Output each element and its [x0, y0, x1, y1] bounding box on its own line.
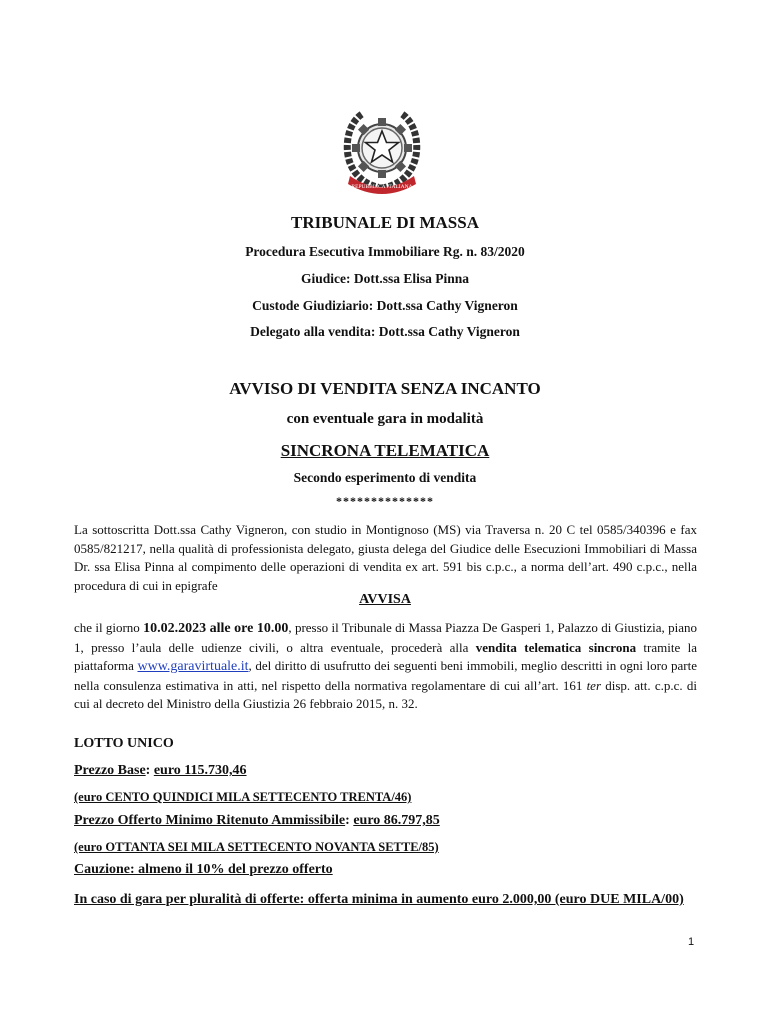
body-paragraph: [74, 619, 697, 714]
italian-republic-emblem-icon: [338, 104, 426, 196]
body-text-5: disp. att. c.p.c. di cui al decreto del Ministro della Giustizia 26 febbraio 2015, n. 32.: [74, 677, 697, 711]
ter-italic: ter: [586, 677, 602, 693]
body-text-4: , del diritto di usufrutto dei seguenti beni immobili, meglio descritti in ogni loro parte nella consulenza estimativa in atti, nel rispetto della normativa regolamentare di cui all’art. 161: [74, 658, 697, 693]
body-text-3: tramite la piattaforma: [74, 639, 697, 673]
auction-increment: In caso di gara per pluralità di offerte: offerta minima in aumento euro 2.000,00 (euro DUE MILA/00): [74, 892, 684, 907]
notice-title: AVVISO DI VENDITA SENZA INCANTO: [229, 379, 541, 398]
base-price-label: Prezzo Base: [74, 763, 146, 778]
court-name: TRIBUNALE DI MASSA: [291, 213, 479, 232]
auction-date: 10.02.2023 alle ore 10.00: [143, 621, 289, 636]
minimum-offer-words: (euro OTTANTA SEI MILA SETTECENTO NOVANTA SETTE/85): [74, 840, 439, 854]
minimum-offer-label: Prezzo Offerto Minimo Ritenuto Ammissibile: [74, 813, 346, 828]
custodian-name: Custode Giudiziario: Dott.ssa Cathy Vigneron: [252, 298, 518, 313]
procedure-number: Procedura Esecutiva Immobiliare Rg. n. 83/2020: [245, 244, 525, 259]
emblem-ribbon-text: REPUBBLICA ITALIANA: [351, 184, 413, 190]
notice-attempt: Secondo esperimento di vendita: [293, 470, 477, 485]
body-text-2: , presso il Tribunale di Massa Piazza De Gasperi 1, Palazzo di Giustizia, piano 1, presso l’aula delle udienze civili, o altra eventuale, procederà alla: [74, 620, 697, 655]
minimum-offer-value: euro 86.797,85: [353, 813, 440, 828]
base-price-value: euro 115.730,46: [153, 763, 247, 778]
base-price-words: (euro CENTO QUINDICI MILA SETTECENTO TRENTA/46): [74, 790, 412, 804]
separator: **************: [336, 494, 434, 508]
platform-link[interactable]: www.garavirtuale.it: [137, 659, 249, 674]
intro-paragraph: La sottoscritta Dott.ssa Cathy Vigneron, con studio in Montignoso (MS) via Traversa n. 20 C tel 0585/340396 e fax 0585/821217, nella qualità di professionista delegato, giusta delega del Giudice delle Esecuzioni Immobiliari di Massa Dr. ssa Elisa Pinna al compimento delle operazioni di vendita ex art. 591 bis c.p.c., a norma dell’art. 490 c.p.c., nella procedura di cui in epigrafe: [74, 522, 697, 593]
lot-title: LOTTO UNICO: [74, 736, 174, 751]
page-number: 1: [688, 936, 695, 948]
notice-mode: SINCRONA TELEMATICA: [280, 441, 490, 460]
sale-mode: vendita telematica sincrona: [475, 639, 637, 655]
deposit-requirement: Cauzione: almeno il 10% del prezzo offerto: [74, 862, 333, 877]
body-text-1: che il giorno: [74, 620, 144, 635]
delegate-name: Delegato alla vendita: Dott.ssa Cathy Vigneron: [250, 324, 520, 339]
avvisa-heading: AVVISA: [359, 592, 411, 607]
minimum-offer: Prezzo Offerto Minimo Ritenuto Ammissibile: euro 86.797,85: [74, 813, 440, 828]
judge-name: Giudice: Dott.ssa Elisa Pinna: [300, 271, 470, 286]
notice-subtitle: con eventuale gara in modalità: [286, 411, 484, 427]
base-price: Prezzo Base: euro 115.730,46: [74, 763, 247, 778]
